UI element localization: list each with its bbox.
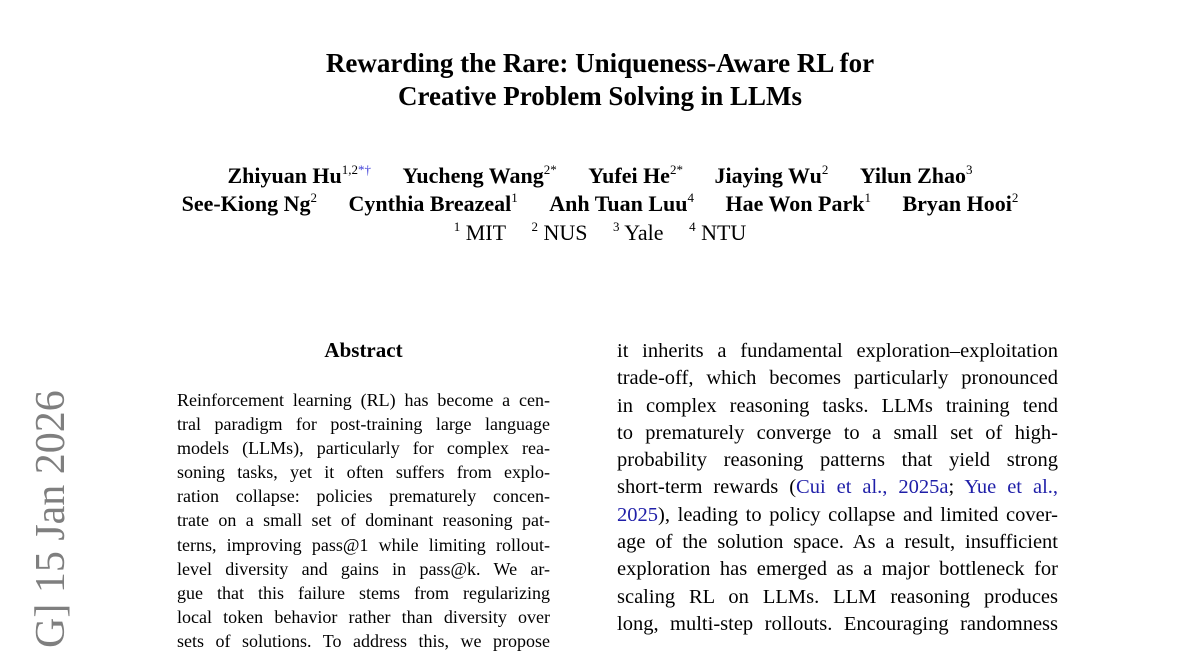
body-line: age of the solution space. As a result, insufficient xyxy=(617,531,1058,554)
abstract-line: local token behavior rather than diversity over xyxy=(177,606,550,627)
author: Yufei $He^{2*}$ xyxy=(588,162,683,188)
body-line: scaling RL on LLMs. LLM reasoning produces xyxy=(617,585,1058,608)
author: Yucheng Wang$^{2*}$ xyxy=(402,162,557,188)
title-line-1: Rewarding the Rare: Uniqueness-Aware RL for xyxy=(325,48,875,78)
affiliation: $^4$ NTU xyxy=(689,219,747,245)
author: Bryan Hooi$^2$ xyxy=(902,190,1019,216)
body-line: 2025), leading to policy collapse and limited cover- xyxy=(617,503,1058,526)
author: See-Kiong Ng$^2$ xyxy=(181,190,318,216)
body-line: long, multi-step rollouts. Encouraging randomness xyxy=(617,612,1058,635)
affiliations xyxy=(0,219,1200,247)
body-line: short-term rewards (Cui et al., 2025a; Yue et al., xyxy=(617,476,1059,499)
abstract-line: terns, improving pass@1 while limiting rollout- xyxy=(177,534,550,555)
abstract-line: gue that this failure stems from regularizing xyxy=(177,582,550,603)
citation-link[interactable]: Cui et al., 2025a xyxy=(796,476,949,499)
body-line: exploration has emerged as a major bottleneck for xyxy=(617,558,1058,581)
body-line: it inherits a fundamental exploration–exploitation xyxy=(617,340,1058,362)
body-line: trade-off, which becomes particularly pronounced xyxy=(617,367,1058,390)
affiliation: $^1$ MIT xyxy=(453,219,507,245)
author: Jiaying Wu$^2$ xyxy=(714,162,829,188)
abstract-line: models (LLMs), particularly for complex rea- xyxy=(177,438,550,459)
author: Anh Tuan Luu$^4$ xyxy=(549,190,695,216)
author: Hae Won Park$^1$ xyxy=(725,190,871,216)
author: Cynthia Breazeal$^1$ xyxy=(348,190,518,216)
abstract-line: Reinforcement learning (RL) has become a cen- xyxy=(177,390,550,410)
arxiv-stamp: G] 15 Jan 2026 xyxy=(28,390,74,648)
affiliation: $^3$ Yale xyxy=(613,219,664,245)
body-text-column xyxy=(617,338,1058,638)
abstract-line: soning tasks, yet it often suffers from explo- xyxy=(177,462,550,483)
abstract-line: trate on a small set of dominant reasoning pat- xyxy=(177,510,550,531)
body-line: in complex reasoning tasks. LLMs training tend xyxy=(617,394,1058,417)
citation-link[interactable]: Yue et al., xyxy=(964,476,1059,499)
author-list-row-1 xyxy=(0,162,1200,190)
affiliation: $^2$ NUS xyxy=(531,219,588,245)
author: Yilun Zhao$^3$ xyxy=(859,162,973,188)
abstract-line: tral paradigm for post-training large language xyxy=(177,414,550,435)
paper-title xyxy=(0,47,1200,113)
author: Zhiyuan $Hu^{1,2*\dagger}$ xyxy=(227,162,372,188)
author-list-row-2 xyxy=(0,190,1200,218)
abstract-heading: Abstract xyxy=(324,338,403,362)
abstract-line: ration collapse: policies prematurely concen- xyxy=(177,486,550,507)
footnote-mark[interactable]: *† xyxy=(358,162,372,177)
abstract-line: level diversity and gains in pass@k. We ar- xyxy=(177,558,550,579)
citation-link[interactable]: 2025 xyxy=(617,503,658,526)
body-line: to prematurely converge to a small set of high- xyxy=(617,421,1058,444)
title-line-2: Creative Problem Solving in LLMs xyxy=(398,81,802,111)
abstract-line: sets of solutions. To address this, we propose xyxy=(177,630,550,651)
abstract-text xyxy=(177,388,550,653)
body-line: probability reasoning patterns that yield strong xyxy=(617,449,1058,472)
